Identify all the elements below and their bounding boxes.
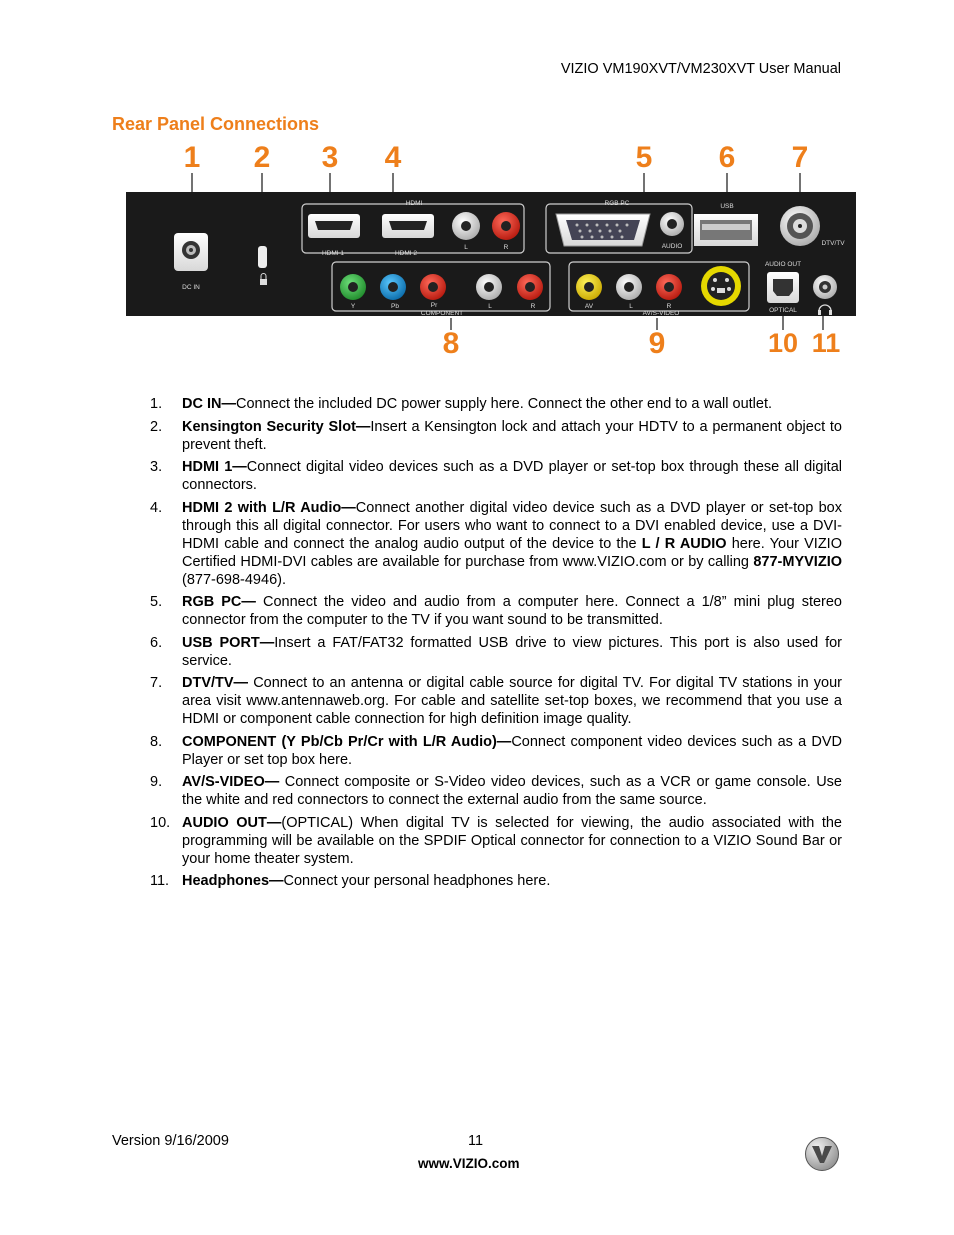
list-item: 9. AV/S-VIDEO— Connect composite or S-Video video devices, such as a VCR or game console. Use the white and red connectors to connect the external audio from the same source. — [150, 774, 842, 808]
dc-in-label: DC IN — [182, 284, 200, 291]
footer-url: www.VIZIO.com — [418, 1156, 520, 1171]
rgb-pc-port — [556, 214, 650, 246]
callout-5: 5 — [635, 141, 653, 174]
list-item: 3. HDMI 1—Connect digital video devices such as a DVD player or set-top box through these all digital connectors. — [150, 459, 842, 493]
hdmi1-label: HDMI 1 — [321, 250, 345, 257]
hdmi-1-port — [308, 214, 360, 238]
av-svideo-label: AV/S-VIDEO — [642, 310, 680, 317]
hdmi2-label: HDMI 2 — [394, 250, 418, 257]
callout-4: 4 — [384, 141, 402, 174]
dtv-tv-port — [780, 206, 820, 246]
list-item: 5. RGB PC— Connect the video and audio from a computer here. Connect a 1/8” mini plug stereo connector from the computer to the TV if you want sound to be transmitted. — [150, 594, 842, 628]
callout-6: 6 — [718, 141, 736, 174]
rgb-pc-label: RGB PC — [604, 200, 630, 207]
list-item: 10. AUDIO OUT—(OPTICAL) When digital TV is selected for viewing, the audio associated with the programming will be available on the SPDIF Optical connector for connection to a VIZIO Sound Bar or your home theater system. — [150, 814, 843, 867]
connection-list — [150, 395, 842, 895]
list-item: 4. HDMI 2 with L/R Audio—Connect another digital video device such as a DVD player or set-top box through this all digital connector. For users who want to connect to a DVI enabled device, use a DVI-HDMI cable and connect the analog audio output of the device to the L / R AUDIO here. Your VIZIO Certified HDMI-DVI cables are available for purchase from www.VIZIO.com or by calling 877-MYVIZIO (877-698-4946). — [150, 499, 842, 588]
page-number: 11 — [468, 1133, 484, 1149]
hdmi-l-label: L — [464, 244, 468, 251]
audio-out-label: AUDIO OUT — [764, 261, 802, 268]
component-l-label: L — [488, 303, 492, 310]
dtv-tv-label: DTV/TV — [821, 240, 845, 247]
av-l-label: L — [629, 303, 633, 310]
hdmi-label: HDMI — [405, 200, 423, 207]
hdmi-2-port — [382, 214, 434, 238]
component-pb-label: Pb — [391, 303, 399, 310]
s-video-port — [701, 266, 741, 306]
list-item: 6. USB PORT—Insert a FAT/FAT32 formatted USB drive to view pictures. This port is also used for service. — [150, 634, 843, 669]
callout-11: 11 — [811, 328, 841, 358]
vizio-logo-icon — [804, 1136, 840, 1172]
component-y-label: Y — [350, 303, 356, 310]
callout-8: 8 — [442, 327, 460, 360]
list-item: 11. Headphones—Connect your personal headphones here. — [150, 873, 551, 889]
callout-1: 1 — [183, 141, 201, 174]
callout-2: 2 — [253, 141, 271, 174]
component-r-label: R — [530, 303, 536, 310]
callout-7: 7 — [791, 141, 809, 174]
hdmi-r-label: R — [503, 244, 509, 251]
rgb-audio-label: AUDIO — [661, 243, 683, 250]
callout-9: 9 — [648, 327, 666, 360]
component-label: COMPONENT — [420, 310, 464, 317]
av-r-label: R — [666, 303, 672, 310]
callout-3: 3 — [321, 141, 339, 174]
av-label: AV — [584, 303, 594, 310]
optical-port — [767, 272, 799, 303]
usb-label: USB — [720, 203, 734, 210]
page-header: VIZIO VM190XVT/VM230XVT User Manual — [560, 61, 841, 77]
rear-panel-diagram — [120, 138, 860, 368]
optical-label: OPTICAL — [769, 307, 797, 314]
list-item: 8. COMPONENT (Y Pb/Cb Pr/Cr with L/R Audio)—Connect component video devices such as a DVD Player or set top box here. — [150, 733, 842, 768]
usb-port — [694, 214, 758, 246]
list-item: 1. DC IN—Connect the included DC power supply here. Connect the other end to a wall outlet. — [150, 396, 773, 412]
component-pr-label: Pr — [430, 302, 438, 309]
footer-version: Version 9/16/2009 — [112, 1133, 229, 1149]
callout-10: 10 — [767, 328, 799, 358]
list-item: 7. DTV/TV— Connect to an antenna or digital cable source for digital TV. For digital TV stations in your area visit www.antennaweb.org. For cable and satellite set-top boxes, we recommend that you use a HDMI or component cable connection for high definition image quality. — [150, 675, 842, 727]
section-title: Rear Panel Connections — [112, 114, 320, 134]
headphone-port — [813, 275, 837, 299]
list-item: 2. Kensington Security Slot—Insert a Kensington lock and attach your HDTV to a permanent object to prevent theft. — [150, 418, 842, 453]
